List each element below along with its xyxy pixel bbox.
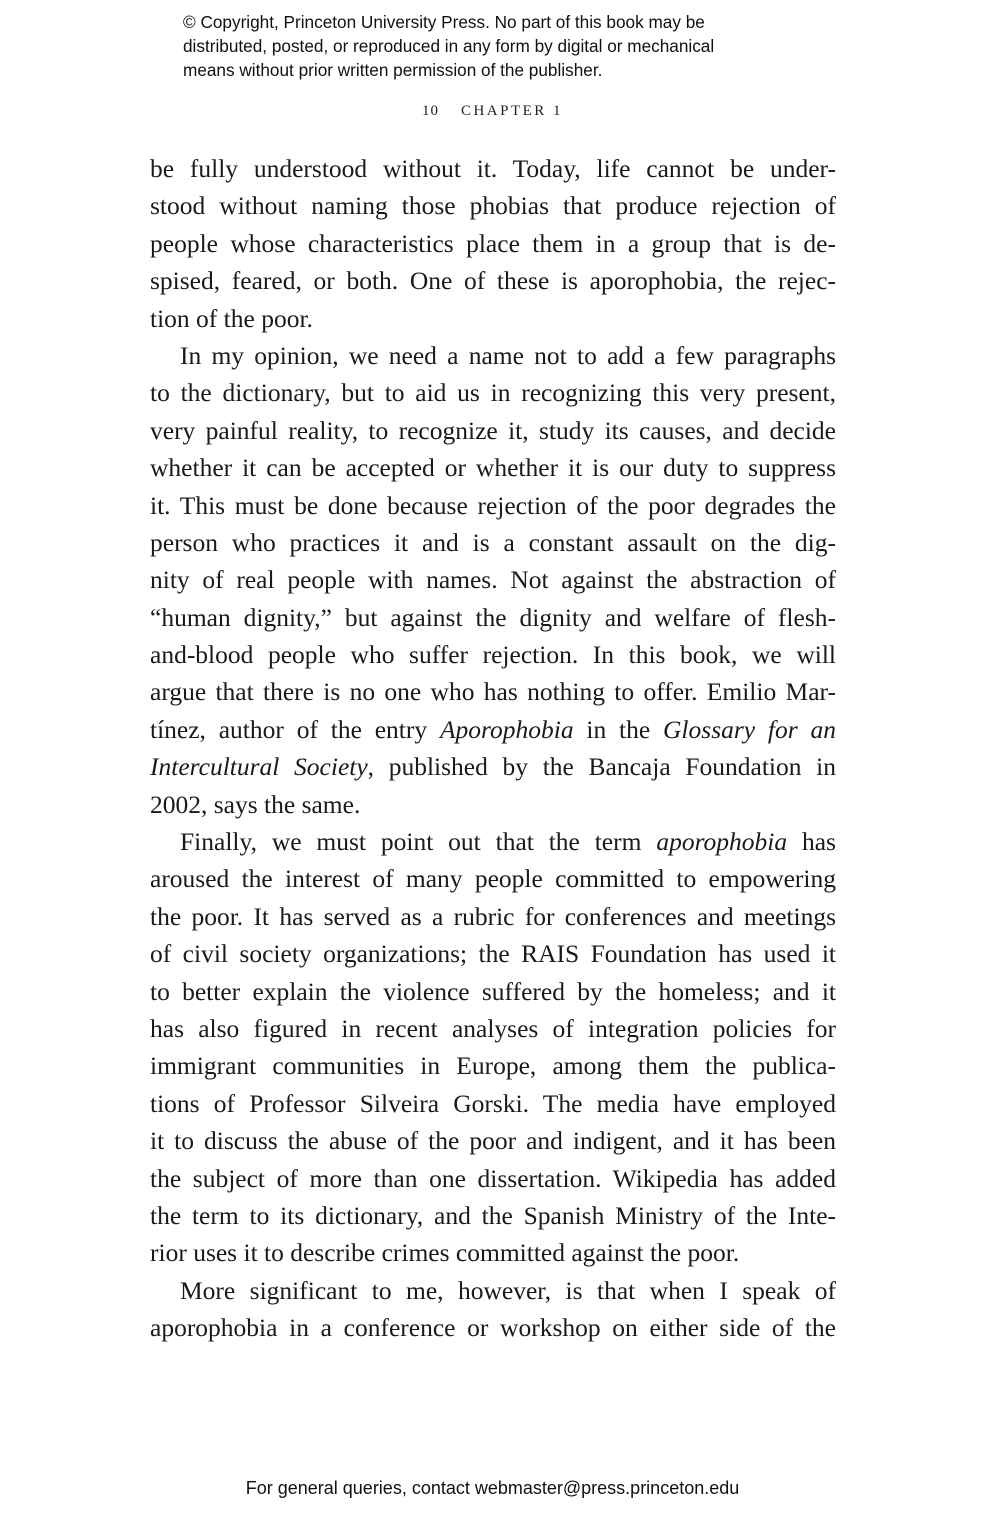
- text-line: nity of real people with names. Not against the abstraction of: [150, 565, 836, 595]
- footer-contact: For general queries, contact webmaster@press.princeton.edu: [245, 1478, 740, 1498]
- text-line: [150, 711, 836, 748]
- italic-title: Glossary for an: [663, 714, 836, 744]
- text-line: spised, feared, or both. One of these is aporophobia, the rejec-: [150, 266, 836, 296]
- copyright-notice: [183, 10, 823, 82]
- text-line: tions of Professor Silveira Gorski. The media have employed: [150, 1088, 836, 1118]
- text-line: whether it can be accepted or whether it is our duty to suppress: [150, 453, 836, 483]
- copyright-line: © Copyright, Princeton University Press. No part of this book may be: [183, 12, 705, 32]
- text-span: , published by the Bancaja Foundation in: [367, 752, 836, 782]
- italic-term: aporophobia: [656, 827, 788, 857]
- text-line: the poor. It has served as a rubric for conferences and meetings: [150, 901, 836, 931]
- paragraph-start-line: In my opinion, we need a name not to add a few paragraphs: [180, 340, 836, 370]
- text-line: of civil society organizations; the RAIS Foundation has used it: [150, 939, 836, 969]
- text-line: be fully understood without it. Today, life cannot be under-: [150, 154, 836, 183]
- text-span: in the: [573, 714, 664, 744]
- text-line: to the dictionary, but to aid us in recognizing this very present,: [150, 378, 836, 408]
- text-line: aporophobia in a conference or workshop on either side of the: [150, 1313, 836, 1343]
- text-line: person who practices it and is a constant assault on the dig-: [150, 527, 836, 557]
- text-line: the term to its dictionary, and the Spanish Ministry of the Inte-: [150, 1200, 836, 1230]
- text-line: and-blood people who suffer rejection. In this book, we will: [150, 640, 836, 670]
- text-line: it. This must be done because rejection of the poor degrades the: [150, 490, 836, 520]
- running-head: [0, 103, 985, 120]
- text-line: “human dignity,” but against the dignity and welfare of flesh-: [150, 602, 836, 632]
- body-text: [150, 150, 836, 1347]
- copyright-line: distributed, posted, or reproduced in any form by digital or mechanical: [183, 36, 715, 56]
- text-line: 2002, says the same.: [150, 789, 361, 819]
- text-line: argue that there is no one who has nothing to offer. Emilio Mar-: [150, 677, 836, 707]
- text-line: tion of the poor.: [150, 303, 313, 333]
- text-line: immigrant communities in Europe, among them the publica-: [150, 1051, 836, 1081]
- italic-title: Aporophobia: [439, 714, 574, 744]
- text-line: to better explain the violence suffered by the homeless; and it: [150, 976, 836, 1006]
- italic-title: Intercultural Society: [150, 752, 368, 782]
- text-span: tínez, author of the entry: [150, 714, 440, 744]
- text-line: has also figured in recent analyses of integration policies for: [150, 1013, 836, 1043]
- text-span: has: [787, 827, 836, 857]
- text-line: [150, 748, 836, 785]
- text-line: stood without naming those phobias that produce rejection of: [150, 191, 836, 221]
- text-line: rior uses it to describe crimes committed against the poor.: [150, 1238, 740, 1268]
- text-span: Finally, we must point out that the term: [180, 827, 657, 857]
- chapter-title: CHAPTER 1: [460, 103, 564, 119]
- page-number: 10: [421, 103, 439, 119]
- copyright-line: means without prior written permission of the publisher.: [183, 60, 603, 80]
- paragraph-start-line: [150, 823, 836, 860]
- text-line: people whose characteristics place them in a group that is de-: [150, 228, 836, 258]
- text-line: it to discuss the abuse of the poor and indigent, and it has been: [150, 1126, 836, 1156]
- text-line: aroused the interest of many people committed to empowering: [150, 864, 836, 894]
- text-line: very painful reality, to recognize it, study its causes, and decide: [150, 415, 836, 445]
- paragraph-start-line: More significant to me, however, is that when I speak of: [180, 1275, 836, 1305]
- text-line: the subject of more than one dissertation. Wikipedia has added: [150, 1163, 836, 1193]
